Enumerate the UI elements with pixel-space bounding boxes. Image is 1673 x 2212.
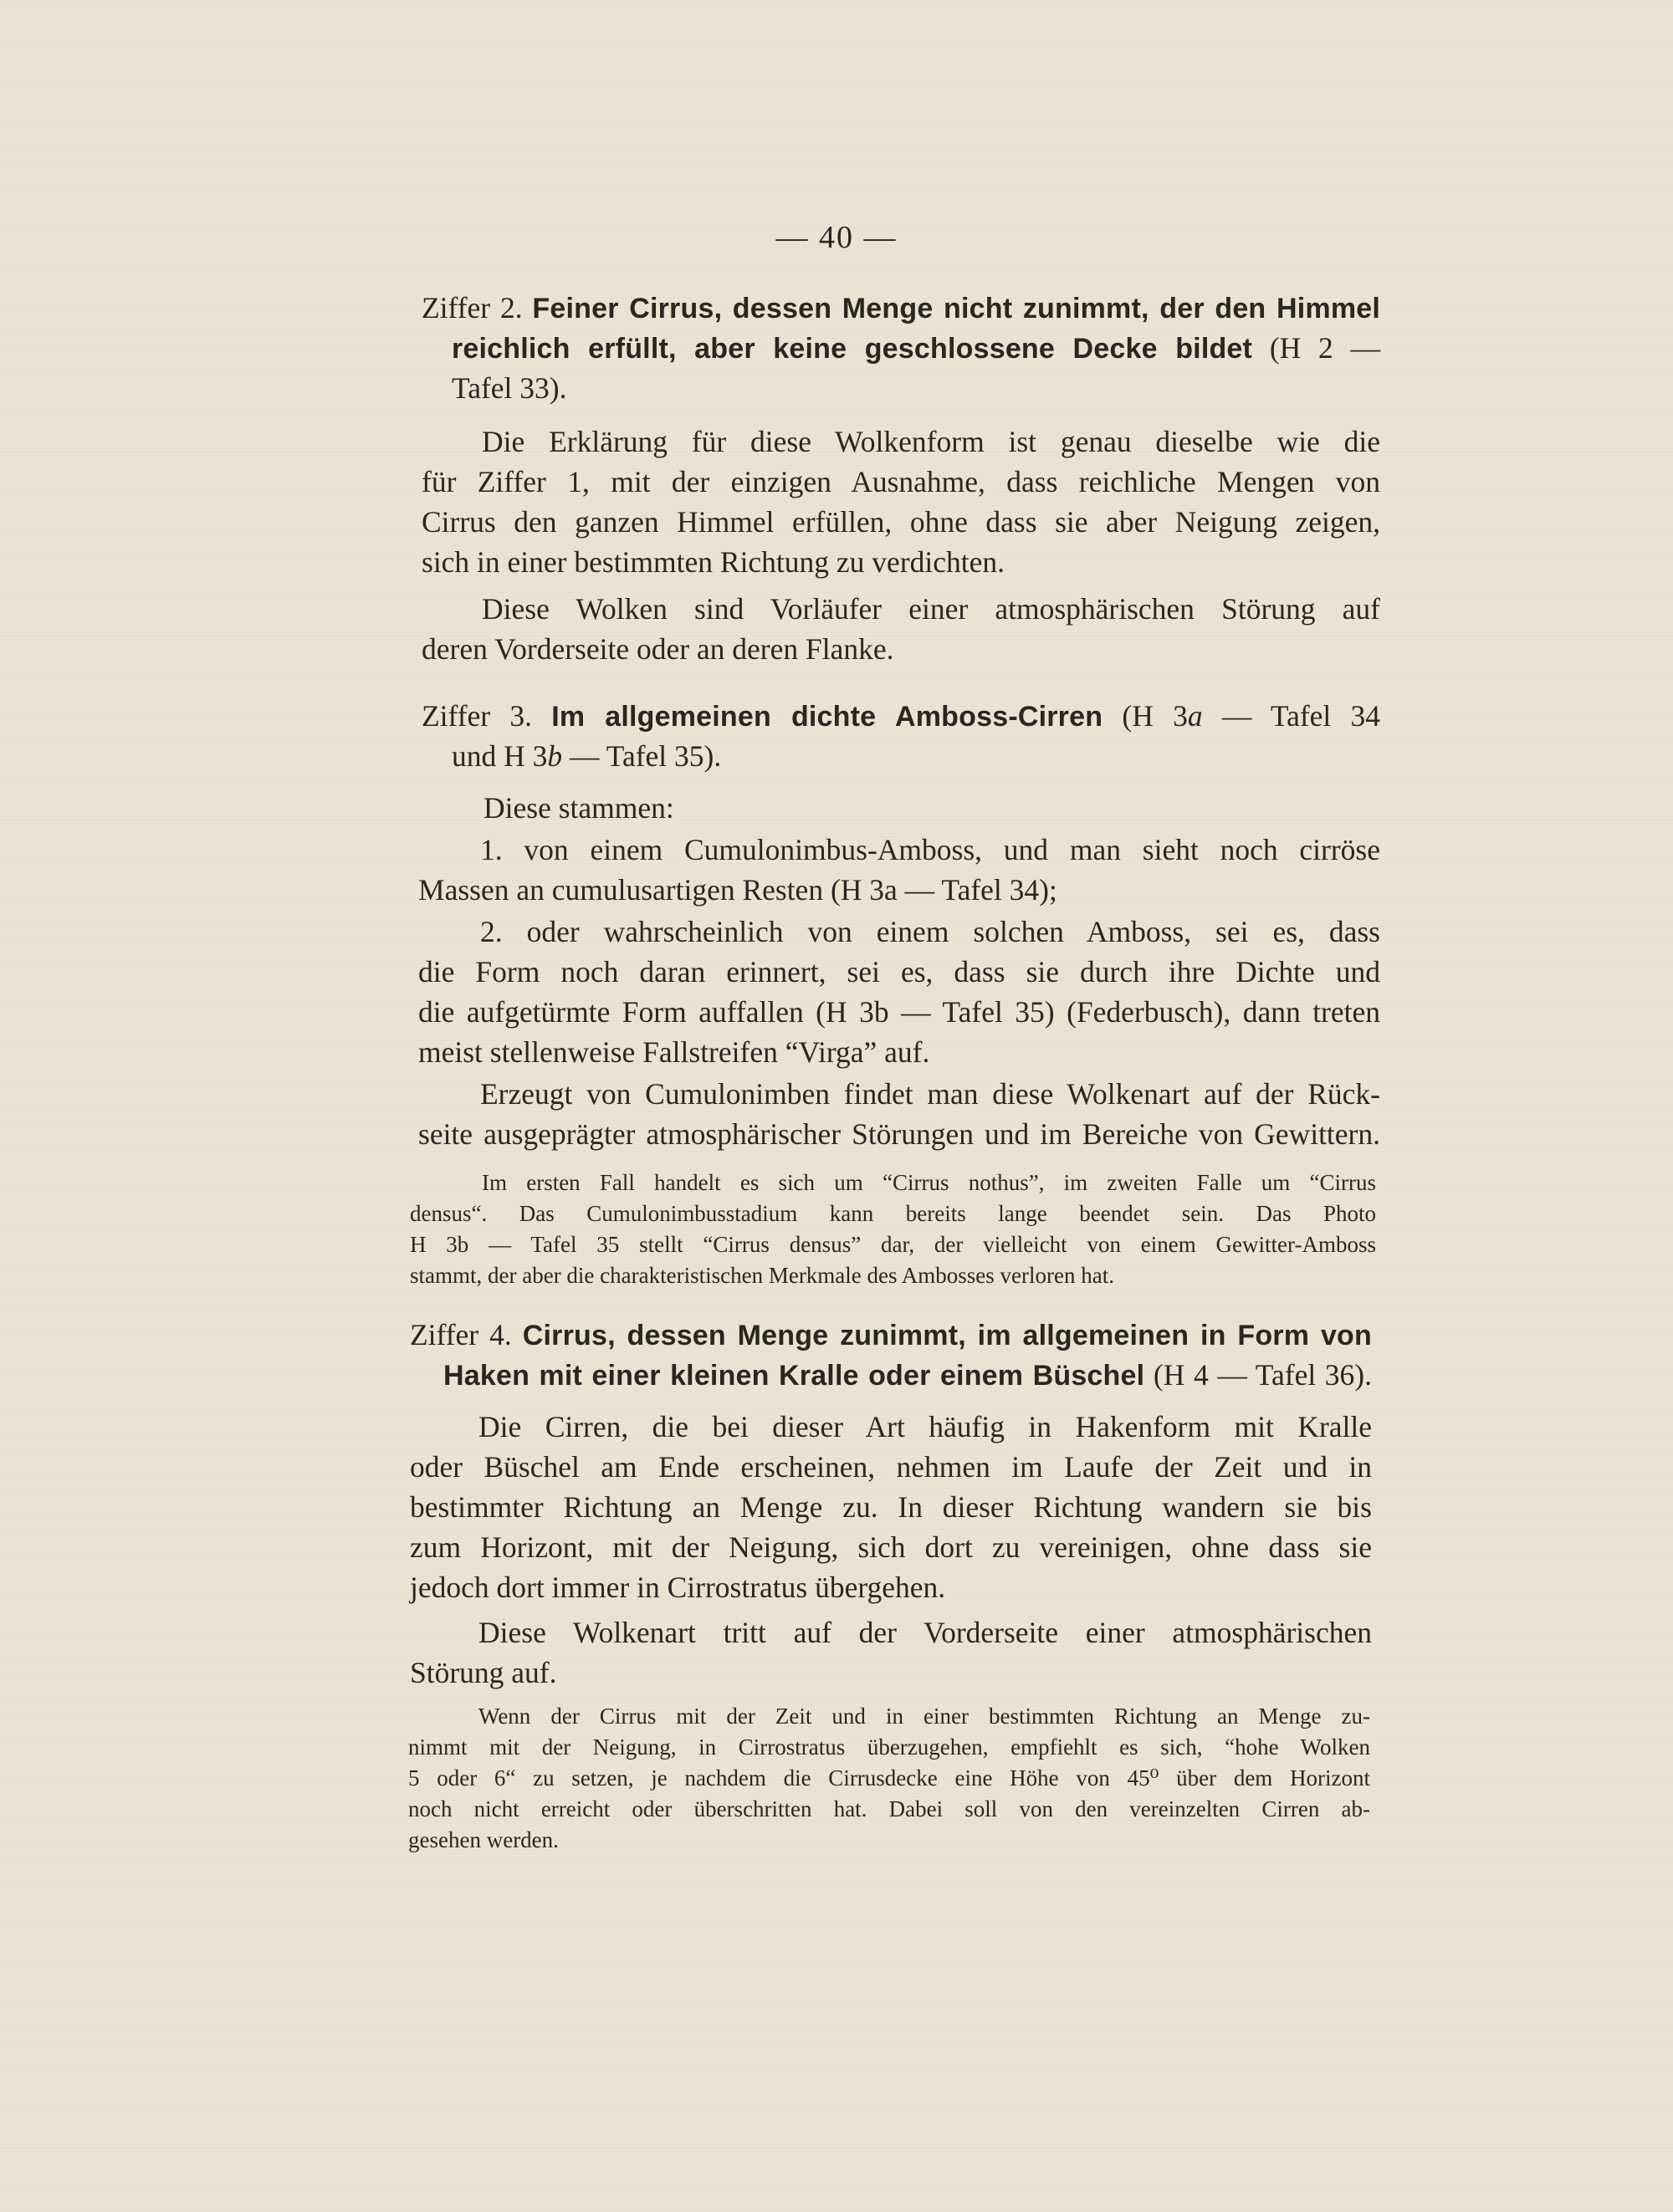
text-line: für Ziffer 1, mit der einzigen Ausnahme, dass reichliche Mengen von	[422, 465, 1380, 498]
section-2-paragraph-2	[422, 589, 1380, 669]
text-line: Wenn der Cirrus mit der Zeit und in einer bestimmten Richtung an Menge zu-	[478, 1704, 1370, 1729]
plate-reference: (H 4 — Tafel 36).	[1153, 1358, 1373, 1392]
text-line: noch nicht erreicht oder überschritten hat. Dabei soll von den vereinzelten Cirren ab-	[408, 1796, 1370, 1821]
section-4-heading	[410, 1315, 1372, 1395]
section-2-paragraph-1	[422, 421, 1380, 582]
text-line: Erzeugt von Cumulonimben findet man diese Wolkenart auf der Rück-	[480, 1077, 1380, 1111]
text-line: oder Büschel am Ende erscheinen, nehmen im Laufe der Zeit und in	[410, 1450, 1372, 1484]
page-number: — 40 —	[775, 220, 898, 255]
text-line: gesehen werden.	[408, 1827, 559, 1852]
text-line: sich in einer bestimmten Richtung zu verdichten.	[422, 545, 1005, 579]
section-3-paragraph-3	[418, 1074, 1380, 1154]
text-line: Diese Wolkenart tritt auf der Vorderseite einer atmosphärischen	[478, 1616, 1372, 1649]
text-line: Diese stammen:	[483, 791, 674, 825]
text-line: meist stellenweise Fallstreifen “Virga” auf.	[418, 1035, 930, 1069]
section-label: Ziffer 3.	[422, 699, 532, 733]
section-title-line: Cirrus, dessen Menge zunimmt, im allgemeinen in Form von	[522, 1320, 1372, 1351]
plate-reference: (H 3a — Tafel 34	[1122, 699, 1381, 733]
text-line: die aufgetürmte Form auffallen (H 3b — Tafel 35) (Federbusch), dann treten	[418, 995, 1380, 1029]
section-title-line: reichlich erfüllt, aber keine geschlossene Decke bildet	[452, 333, 1253, 365]
section-3-heading	[422, 696, 1380, 776]
text-line: Diese Wolken sind Vorläufer einer atmosphärischen Störung auf	[482, 592, 1380, 626]
text-line: stammt, der aber die charakteristischen Merkmale des Ambosses verloren hat.	[410, 1263, 1114, 1288]
section-title-line: Feiner Cirrus, dessen Menge nicht zunimmt, der den Himmel	[532, 293, 1381, 324]
text-line: densus“. Das Cumulonimbusstadium kann bereits lange beendet sein. Das Photo	[410, 1201, 1376, 1226]
section-4-paragraph-2	[410, 1612, 1372, 1693]
section-4-footnote	[408, 1701, 1370, 1856]
text-line: 5 oder 6“ zu setzen, je nachdem die Cirrusdecke eine Höhe von 45⁰ über dem Horizont	[408, 1765, 1370, 1791]
text-line: seite ausgeprägter atmosphärischer Störungen und im Bereiche von Gewittern.	[418, 1117, 1380, 1151]
section-title: Im allgemeinen dichte Amboss-Cirren	[551, 701, 1103, 733]
text-line: Im ersten Fall handelt es sich um “Cirrus nothus”, im zweiten Falle um “Cirrus	[482, 1170, 1376, 1195]
section-title-line: Haken mit einer kleinen Kralle oder einem Büschel	[443, 1360, 1145, 1392]
text-line: zum Horizont, mit der Neigung, sich dort zu vereinigen, ohne dass sie	[410, 1530, 1372, 1564]
section-4-paragraph-1	[410, 1407, 1372, 1607]
plate-reference: und H 3b — Tafel 35).	[452, 739, 722, 773]
text-line: nimmt mit der Neigung, in Cirrostratus überzugehen, empfiehlt es sich, “hohe Wolken	[408, 1734, 1370, 1760]
text-line: Die Erklärung für diese Wolkenform ist genau dieselbe wie die	[482, 425, 1380, 458]
text-line: bestimmter Richtung an Menge zu. In dieser Richtung wandern sie bis	[410, 1490, 1372, 1524]
text-line: Cirrus den ganzen Himmel erfüllen, ohne dass sie aber Neigung zeigen,	[422, 505, 1380, 539]
section-label: Ziffer 4.	[410, 1318, 512, 1351]
section-2-heading	[422, 288, 1380, 408]
text-line: Massen an cumulusartigen Resten (H 3a — Tafel 34);	[418, 873, 1057, 907]
text-line: H 3b — Tafel 35 stellt “Cirrus densus” dar, der vielleicht von einem Gewitter-Amboss	[410, 1232, 1376, 1257]
section-3-item-2	[418, 912, 1380, 1072]
section-3-footnote	[410, 1167, 1376, 1291]
section-label: Ziffer 2.	[422, 291, 523, 324]
text-line: deren Vorderseite oder an deren Flanke.	[422, 632, 894, 666]
text-line: 1. von einem Cumulonimbus-Amboss, und man sieht noch cirröse	[480, 833, 1380, 866]
section-3-item-1	[418, 830, 1380, 910]
text-line: Die Cirren, die bei dieser Art häufig in Hakenform mit Kralle	[478, 1410, 1372, 1443]
text-line: Störung auf.	[410, 1656, 557, 1689]
text-line: die Form noch daran erinnert, sei es, dass sie durch ihre Dichte und	[418, 955, 1380, 989]
text-line: jedoch dort immer in Cirrostratus übergehen.	[410, 1571, 946, 1604]
text-line: 2. oder wahrscheinlich von einem solchen Amboss, sei es, dass	[480, 915, 1380, 948]
plate-reference: (H 2 —	[1269, 331, 1381, 365]
section-3-intro	[483, 788, 1320, 828]
plate-reference: Tafel 33).	[452, 371, 567, 405]
